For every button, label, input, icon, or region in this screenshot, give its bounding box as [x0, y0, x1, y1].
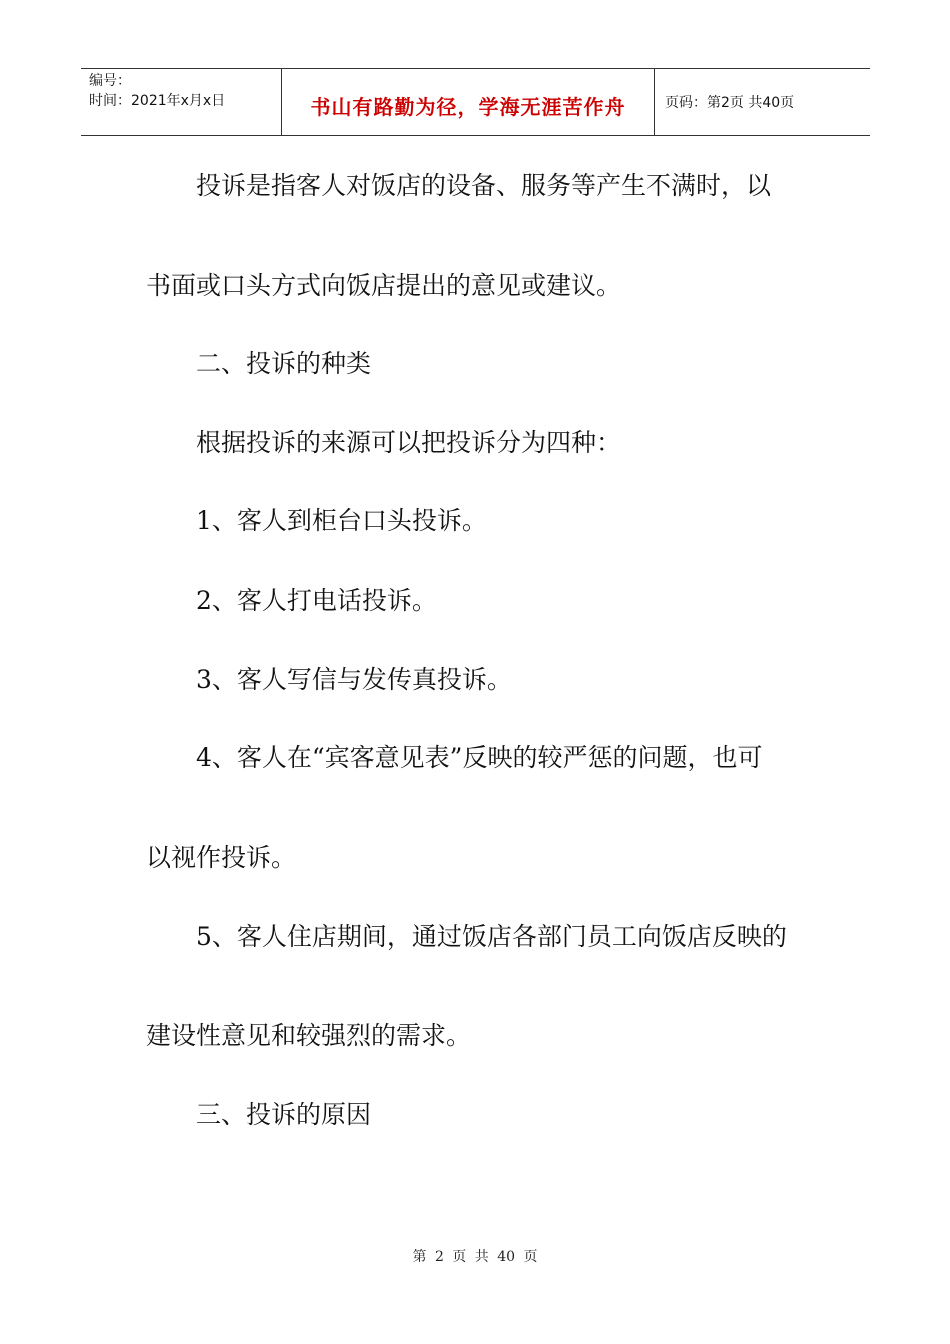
list-item-4-cont: 以视作投诉。	[146, 843, 297, 872]
paragraph-3: 根据投诉的来源可以把投诉分为四种：	[196, 428, 622, 457]
header-motto: 书山有路勤为径，学海无涯苦作舟	[310, 95, 626, 119]
list-item-5: 5、客人住店期间，通过饭店各部门员工向饭店反映的	[196, 922, 787, 951]
list-item-5-cont: 建设性意见和较强烈的需求。	[146, 1021, 472, 1050]
header-right-cell	[655, 69, 870, 135]
list-item-4: 4、客人在“宾客意见表”反映的较严惩的问题，也可	[196, 743, 763, 772]
document-header	[81, 68, 870, 136]
header-page-info: 页码：第2页 共40页	[665, 95, 795, 111]
paragraph-1: 投诉是指客人对饭店的设备、服务等产生不满时，以	[196, 171, 772, 200]
section-heading-2: 二、投诉的种类	[196, 349, 372, 378]
paragraph-2: 书面或口头方式向饭店提出的意见或建议。	[146, 271, 622, 300]
header-left-cell	[81, 69, 281, 135]
list-item-3: 3、客人写信与发传真投诉。	[196, 665, 512, 694]
list-item-1: 1、客人到柜台口头投诉。	[196, 506, 487, 535]
document-number-label: 编号：	[89, 73, 131, 89]
header-motto-cell	[281, 69, 655, 135]
page-footer: 第 2 页 共 40 页	[412, 1249, 538, 1265]
list-item-2: 2、客人打电话投诉。	[196, 586, 437, 615]
document-date: 时间：2021年x月x日	[89, 93, 226, 109]
section-heading-3: 三、投诉的原因	[196, 1100, 372, 1129]
